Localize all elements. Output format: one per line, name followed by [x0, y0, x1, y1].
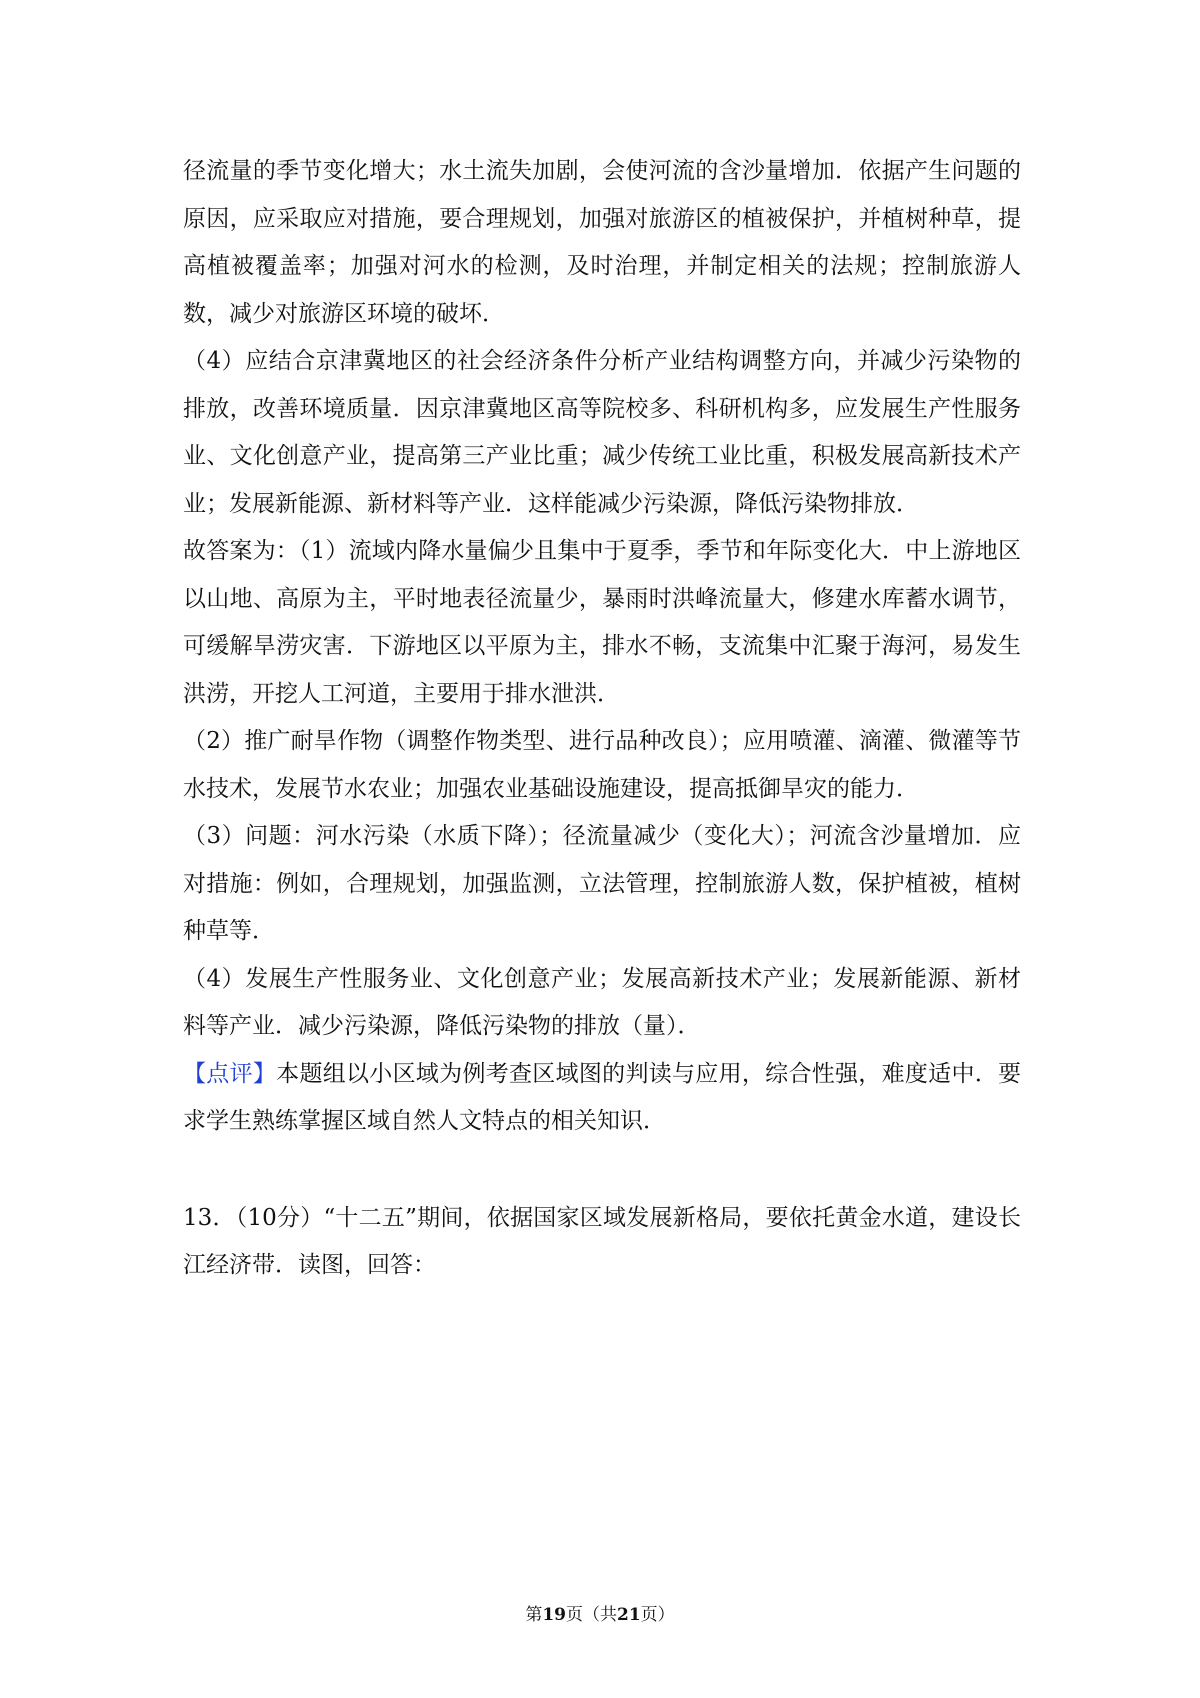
comment-tag: 【点评】 — [183, 1060, 277, 1087]
footer-current-page: 19 — [542, 1605, 566, 1625]
paragraph-answer-part1: 故答案为：（1）流域内降水量偏少且集中于夏季，季节和年际变化大．中上游地区以山地、高原为主，平时地表径流量少，暴雨时洪峰流量大，修建水库蓄水调节，可缓解旱涝灾害．下游地区以平原为主，排水不畅，支流集中汇聚于海河，易发生洪涝，开挖人工河道，主要用于排水泄洪． — [183, 538, 1021, 707]
paragraph-part4-analysis: （4）应结合京津冀地区的社会经济条件分析产业结构调整方向，并减少污染物的排放，改善环境质量．因京津冀地区高等院校多、科研机构多，应发展生产性服务业、文化创意产业，提高第三产业比重；减少传统工业比重，积极发展高新技术产业；发展新能源、新材料等产业．这样能减少污染源，降低污染物排放． — [183, 348, 1021, 517]
question-13: 13．（10分）“十二五”期间，依据国家区域发展新格局，要依托黄金水道，建设长江经济带．读图，回答： — [183, 1204, 1021, 1278]
page-footer — [0, 1600, 1200, 1625]
page-content — [183, 148, 1021, 1290]
paragraph-answer-part3: （3）问题：河水污染（水质下降）；径流量减少（变化大）；河流含沙量增加．应对措施：例如，合理规划，加强监测，立法管理，控制旅游人数，保护植被，植树种草等． — [183, 823, 1021, 944]
footer-suffix: 页） — [640, 1605, 675, 1625]
footer-prefix: 第 — [525, 1605, 543, 1625]
paragraph-comment — [183, 1051, 1021, 1146]
footer-middle: 页（共 — [566, 1605, 617, 1625]
paragraph-runoff-answer: 径流量的季节变化增大；水土流失加剧，会使河流的含沙量增加．依据产生问题的原因，应采取应对措施，要合理规划，加强对旅游区的植被保护，并植树种草，提高植被覆盖率；加强对河水的检测，及时治理，并制定相关的法规；控制旅游人数，减少对旅游区环境的破坏． — [183, 158, 1021, 327]
footer-total-pages: 21 — [617, 1605, 641, 1625]
paragraph-answer-part4: （4）发展生产性服务业、文化创意产业；发展高新技术产业；发展新能源、新材料等产业．减少污染源，降低污染物的排放（量）． — [183, 965, 1021, 1039]
paragraph-answer-part2: （2）推广耐旱作物（调整作物类型、进行品种改良）；应用喷灌、滴灌、微灌等节水技术，发展节水农业；加强农业基础设施建设，提高抵御旱灾的能力． — [183, 728, 1021, 802]
comment-text: 本题组以小区域为例考查区域图的判读与应用，综合性强，难度适中．要求学生熟练掌握区域自然人文特点的相关知识． — [183, 1060, 1022, 1134]
